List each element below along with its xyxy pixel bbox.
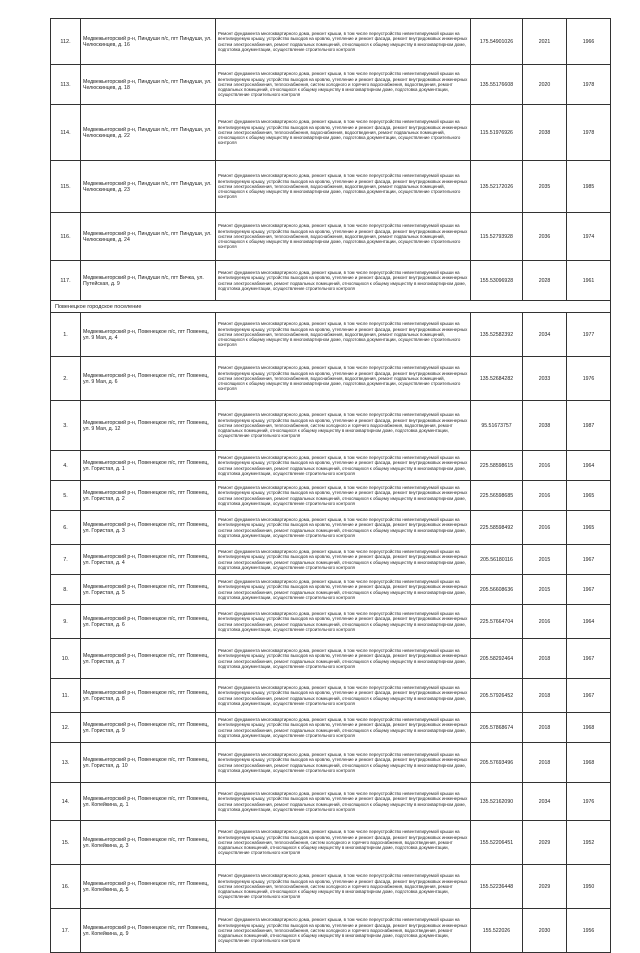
row-work-description: Ремонт фундамента многоквартирного дома, ремонт крыши, в том числе переустройство невентилируемой крыши на вентилируемую крышу, устройство выходов на кровлю, утепление и ремонт фасада, ремонт внутридомовых инженерных систем электроснабжения, ремонт подвальных помещений, относящихся к общему имуществу в многоквартирном доме, подготовка документации, осуществление строительного контроля — [216, 639, 471, 679]
row-cost: 115.51976926 — [471, 105, 523, 161]
table-row — [51, 105, 611, 161]
row-work-description: Ремонт фундамента многоквартирного дома, ремонт крыши, в том числе переустройство невентилируемой крыши на вентилируемую крышу, устройство выходов на кровлю, утепление и ремонт фасада, ремонт внутридомовых инженерных систем электроснабжения, ремонт подвальных помещений, относящихся к общему имуществу в многоквартирном доме, подготовка документации, осуществление строительного контроля — [216, 511, 471, 545]
row-plan-year: 2020 — [523, 65, 567, 105]
row-cost: 205.56608636 — [471, 575, 523, 605]
table-row — [51, 743, 611, 783]
row-cost: 155.52236448 — [471, 865, 523, 909]
row-address: Медвежьегорский р-н, Повенецкое п/с, пгт Повенец, ул. Гористая, д. 2 — [81, 481, 216, 511]
table-row — [51, 313, 611, 357]
row-build-year: 1950 — [567, 865, 611, 909]
row-plan-year: 2018 — [523, 679, 567, 713]
row-number: 12. — [51, 713, 81, 743]
table-row — [51, 575, 611, 605]
row-plan-year: 2021 — [523, 19, 567, 65]
row-number: 9. — [51, 605, 81, 639]
row-address: Медвежьегорский р-н, Пиндуши п/с, пгт Пиндуши, ул. Челюскинцев, д. 22 — [81, 105, 216, 161]
row-work-description: Ремонт фундамента многоквартирного дома, ремонт крыши, в том числе переустройство невентилируемой крыши на вентилируемую крышу, устройство выходов на кровлю, утепление и ремонт фасада, ремонт внутридомовых инженерных систем электроснабжения, теплоснабжения, водоснабжения, водоотведения, ремонт подвальных помещений, относящихся к общему имуществу в многоквартирном доме, подготовка документации, осуществление строительного контроля — [216, 105, 471, 161]
row-plan-year: 2038 — [523, 105, 567, 161]
row-number: 4. — [51, 451, 81, 481]
table-row — [51, 401, 611, 451]
row-cost: 115.52793928 — [471, 213, 523, 261]
row-build-year: 1968 — [567, 743, 611, 783]
row-cost: 205.57926452 — [471, 679, 523, 713]
row-number: 16. — [51, 865, 81, 909]
row-work-description: Ремонт фундамента многоквартирного дома, ремонт крыши, в том числе переустройство невентилируемой крыши на вентилируемую крышу, устройство выходов на кровлю, утепление и ремонт фасада, ремонт внутридомовых инженерных систем электроснабжения, ремонт подвальных помещений, относящихся к общему имуществу в многоквартирном доме, подготовка документации, осуществление строительного контроля — [216, 261, 471, 301]
row-number: 8. — [51, 575, 81, 605]
row-cost: 225.58598492 — [471, 511, 523, 545]
row-build-year: 1965 — [567, 511, 611, 545]
row-work-description: Ремонт фундамента многоквартирного дома, ремонт крыши, в том числе переустройство невентилируемой крыши на вентилируемую крышу, устройство выходов на кровлю, утепление и ремонт фасада, ремонт внутридомовых инженерных систем электроснабжения, ремонт подвальных помещений, относящихся к общему имуществу в многоквартирном доме, подготовка документации, осуществление строительного контроля — [216, 481, 471, 511]
row-work-description: Ремонт фундамента многоквартирного дома, ремонт крыши, в том числе переустройство невентилируемой крыши на вентилируемую крышу, устройство выходов на кровлю, утепление и ремонт фасада, ремонт внутридомовых инженерных систем электроснабжения, теплоснабжения, водоснабжения, водоотведения, ремонт подвальных помещений, относящихся к общему имуществу в многоквартирном доме, подготовка документации, осуществление строительного контроля — [216, 313, 471, 357]
row-address: Медвежьегорский р-н, Повенецкое п/с, пгт Повенец, ул. Копейкина, д. 3 — [81, 821, 216, 865]
table-row — [51, 161, 611, 213]
row-cost: 135.55176608 — [471, 65, 523, 105]
row-build-year: 1978 — [567, 105, 611, 161]
row-address: Медвежьегорский р-н, Повенецкое п/с, пгт Повенец, ул. Гористая, д. 6 — [81, 605, 216, 639]
row-address: Медвежьегорский р-н, Повенецкое п/с, пгт Повенец, ул. Гористая, д. 8 — [81, 679, 216, 713]
table-row — [51, 639, 611, 679]
row-work-description: Ремонт фундамента многоквартирного дома, ремонт крыши, в том числе переустройство невентилируемой крыши на вентилируемую крышу, устройство выходов на кровлю, утепление и ремонт фасада, ремонт внутридомовых инженерных систем электроснабжения, ремонт подвальных помещений, относящихся к общему имуществу в многоквартирном доме, подготовка документации, осуществление строительного контроля — [216, 679, 471, 713]
row-address: Медвежьегорский р-н, Повенецкое п/с, пгт Повенец, ул. Гористая, д. 10 — [81, 743, 216, 783]
table-row — [51, 909, 611, 953]
row-work-description: Ремонт фундамента многоквартирного дома, ремонт крыши, в том числе переустройство невентилируемой крыши на вентилируемую крышу, устройство выходов на кровлю, утепление и ремонт фасада, ремонт внутридомовых инженерных систем электроснабжения, теплоснабжения, водоснабжения, водоотведения, ремонт подвальных помещений, относящихся к общему имуществу в многоквартирном доме, подготовка документации, осуществление строительного контроля — [216, 161, 471, 213]
row-number: 2. — [51, 357, 81, 401]
row-number: 115. — [51, 161, 81, 213]
row-work-description: Ремонт фундамента многоквартирного дома, ремонт крыши, в том числе переустройство невентилируемой крыши на вентилируемую крышу, устройство выходов на кровлю, утепление и ремонт фасада, ремонт внутридомовых инженерных систем электроснабжения, ремонт подвальных помещений, относящихся к общему имуществу в многоквартирном доме, подготовка документации, осуществление строительного контроля — [216, 19, 471, 65]
row-build-year: 1965 — [567, 481, 611, 511]
row-work-description: Ремонт фундамента многоквартирного дома, ремонт крыши, в том числе переустройство невентилируемой крыши на вентилируемую крышу, устройство выходов на кровлю, утепление и ремонт фасада, ремонт внутридомовых инженерных систем электроснабжения, ремонт подвальных помещений, относящихся к общему имуществу в многоквартирном доме, подготовка документации, осуществление строительного контроля — [216, 545, 471, 575]
table-row — [51, 865, 611, 909]
row-cost: 225.58598615 — [471, 451, 523, 481]
row-plan-year: 2029 — [523, 865, 567, 909]
row-cost: 205.58292464 — [471, 639, 523, 679]
row-number: 7. — [51, 545, 81, 575]
row-build-year: 1967 — [567, 545, 611, 575]
table-row — [51, 679, 611, 713]
table-row — [51, 213, 611, 261]
row-cost: 95.51673757 — [471, 401, 523, 451]
row-plan-year: 2018 — [523, 743, 567, 783]
row-address: Медвежьегорский р-н, Пиндуши п/с, пгт Пиндуши, ул. Челюскинцев, д. 24 — [81, 213, 216, 261]
row-cost: 155.53096928 — [471, 261, 523, 301]
row-cost: 135.52162090 — [471, 783, 523, 821]
row-work-description: Ремонт фундамента многоквартирного дома, ремонт крыши, в том числе переустройство невентилируемой крыши на вентилируемую крышу, устройство выходов на кровлю, утепление и ремонт фасада, ремонт внутридомовых инженерных систем электроснабжения, теплоснабжения, систем холодного и горячего водоснабжения, водоотведения, ремонт подвальных помещений, относящихся к общему имуществу в многоквартирном доме, подготовка документации, осуществление строительного контроля — [216, 821, 471, 865]
row-address: Медвежьегорский р-н, Пиндуши п/с, пгт Пиндуши, ул. Челюскинцев, д. 18 — [81, 65, 216, 105]
row-address: Медвежьегорский р-н, Повенецкое п/с, пгт Повенец, ул. 9 Мая, д. 6 — [81, 357, 216, 401]
table-row — [51, 783, 611, 821]
row-address: Медвежьегорский р-н, Повенецкое п/с, пгт Повенец, ул. Гористая, д. 9 — [81, 713, 216, 743]
row-work-description: Ремонт фундамента многоквартирного дома, ремонт крыши, в том числе переустройство невентилируемой крыши на вентилируемую крышу, устройство выходов на кровлю, утепление и ремонт фасада, ремонт внутридомовых инженерных систем электроснабжения, ремонт подвальных помещений, относящихся к общему имуществу в многоквартирном доме, подготовка документации, осуществление строительного контроля — [216, 743, 471, 783]
row-build-year: 1967 — [567, 679, 611, 713]
table-row — [51, 481, 611, 511]
row-cost: 175.54901026 — [471, 19, 523, 65]
row-build-year: 1976 — [567, 357, 611, 401]
row-work-description: Ремонт фундамента многоквартирного дома, ремонт крыши, в том числе переустройство невентилируемой крыши на вентилируемую крышу, устройство выходов на кровлю, утепление и ремонт фасада, ремонт внутридомовых инженерных систем электроснабжения, ремонт подвальных помещений, относящихся к общему имуществу в многоквартирном доме, подготовка документации, осуществление строительного контроля — [216, 575, 471, 605]
row-cost: 155.52206451 — [471, 821, 523, 865]
row-plan-year: 2018 — [523, 639, 567, 679]
section-title: Повенецкое городское поселение — [51, 301, 611, 313]
row-number: 15. — [51, 821, 81, 865]
row-address: Медвежьегорский р-н, Повенецкое п/с, пгт Повенец, ул. Копейкина, д. 9 — [81, 909, 216, 953]
row-number: 113. — [51, 65, 81, 105]
row-address: Медвежьегорский р-н, Повенецкое п/с, пгт Повенец, ул. Гористая, д. 5 — [81, 575, 216, 605]
table-row — [51, 821, 611, 865]
table-row — [51, 261, 611, 301]
row-cost: 155.522026 — [471, 909, 523, 953]
row-address: Медвежьегорский р-н, Повенецкое п/с, пгт Повенец, ул. Гористая, д. 3 — [81, 511, 216, 545]
row-plan-year: 2016 — [523, 511, 567, 545]
row-address: Медвежьегорский р-н, Повенецкое п/с, пгт Повенец, ул. Копейкина, д. 5 — [81, 865, 216, 909]
row-build-year: 1967 — [567, 639, 611, 679]
row-build-year: 1987 — [567, 401, 611, 451]
row-cost: 205.57693496 — [471, 743, 523, 783]
row-plan-year: 2029 — [523, 821, 567, 865]
row-number: 13. — [51, 743, 81, 783]
row-address: Медвежьегорский р-н, Повенецкое п/с, пгт Повенец, ул. Гористая, д. 4 — [81, 545, 216, 575]
row-work-description: Ремонт фундамента многоквартирного дома, ремонт крыши, в том числе переустройство невентилируемой крыши на вентилируемую крышу, устройство выходов на кровлю, утепление и ремонт фасада, ремонт внутридомовых инженерных систем электроснабжения, теплоснабжения, систем холодного и горячего водоснабжения, водоотведения, ремонт подвальных помещений, относящихся к общему имуществу в многоквартирном доме, подготовка документации, осуществление строительного контроля — [216, 401, 471, 451]
row-plan-year: 2034 — [523, 783, 567, 821]
row-plan-year: 2016 — [523, 451, 567, 481]
row-work-description: Ремонт фундамента многоквартирного дома, ремонт крыши, в том числе переустройство невентилируемой крыши на вентилируемую крышу, устройство выходов на кровлю, утепление и ремонт фасада, ремонт внутридомовых инженерных систем электроснабжения, теплоснабжения, систем холодного и горячего водоснабжения, водоотведения, ремонт подвальных помещений, относящихся к общему имуществу в многоквартирном доме, подготовка документации, осуществление строительного контроля — [216, 865, 471, 909]
table-row — [51, 357, 611, 401]
row-cost: 225.56598685 — [471, 481, 523, 511]
row-number: 14. — [51, 783, 81, 821]
row-number: 5. — [51, 481, 81, 511]
row-work-description: Ремонт фундамента многоквартирного дома, ремонт крыши, в том числе переустройство невентилируемой крыши на вентилируемую крышу, устройство выходов на кровлю, утепление и ремонт фасада, ремонт внутридомовых инженерных систем электроснабжения, ремонт подвальных помещений, относящихся к общему имуществу в многоквартирном доме, подготовка документации, осуществление строительного контроля — [216, 451, 471, 481]
row-build-year: 1968 — [567, 713, 611, 743]
row-plan-year: 2034 — [523, 313, 567, 357]
row-build-year: 1978 — [567, 65, 611, 105]
row-build-year: 1976 — [567, 783, 611, 821]
row-build-year: 1964 — [567, 605, 611, 639]
row-number: 116. — [51, 213, 81, 261]
table-row — [51, 511, 611, 545]
row-cost: 135.52684282 — [471, 357, 523, 401]
row-number: 17. — [51, 909, 81, 953]
table-row — [51, 713, 611, 743]
row-number: 11. — [51, 679, 81, 713]
row-plan-year: 2028 — [523, 261, 567, 301]
row-work-description: Ремонт фундамента многоквартирного дома, ремонт крыши, в том числе переустройство невентилируемой крыши на вентилируемую крышу, устройство выходов на кровлю, утепление и ремонт фасада, ремонт внутридомовых инженерных систем электроснабжения, ремонт подвальных помещений, относящихся к общему имуществу в многоквартирном доме, подготовка документации, осуществление строительного контроля — [216, 713, 471, 743]
row-work-description: Ремонт фундамента многоквартирного дома, ремонт крыши, в том числе переустройство невентилируемой крыши на вентилируемую крышу, устройство выходов на кровлю, утепление и ремонт фасада, ремонт внутридомовых инженерных систем электроснабжения, теплоснабжения, систем холодного и горячего водоснабжения, водоотведения, ремонт подвальных помещений, относящихся к общему имуществу в многоквартирном доме, подготовка документации, осуществление строительного контроля — [216, 65, 471, 105]
row-number: 10. — [51, 639, 81, 679]
row-number: 3. — [51, 401, 81, 451]
row-number: 117. — [51, 261, 81, 301]
row-build-year: 1961 — [567, 261, 611, 301]
row-cost: 205.57868674 — [471, 713, 523, 743]
row-plan-year: 2015 — [523, 545, 567, 575]
row-plan-year: 2016 — [523, 605, 567, 639]
table-row — [51, 65, 611, 105]
table-row — [51, 19, 611, 65]
row-number: 6. — [51, 511, 81, 545]
row-build-year: 1966 — [567, 19, 611, 65]
table-row — [51, 605, 611, 639]
row-plan-year: 2016 — [523, 481, 567, 511]
row-address: Медвежьегорский р-н, Повенецкое п/с, пгт Повенец, ул. Копейкина, д. 1 — [81, 783, 216, 821]
row-work-description: Ремонт фундамента многоквартирного дома, ремонт крыши, в том числе переустройство невентилируемой крыши на вентилируемую крышу, устройство выходов на кровлю, утепление и ремонт фасада, ремонт внутридомовых инженерных систем электроснабжения, теплоснабжения, водоснабжения, водоотведения, ремонт подвальных помещений, относящихся к общему имуществу в многоквартирном доме, подготовка документации, осуществление строительного контроля — [216, 357, 471, 401]
row-plan-year: 2038 — [523, 401, 567, 451]
document-page — [50, 18, 610, 944]
row-address: Медвежьегорский р-н, Повенецкое п/с, пгт Повенец, ул. 9 Мая, д. 12 — [81, 401, 216, 451]
row-work-description: Ремонт фундамента многоквартирного дома, ремонт крыши, в том числе переустройство невентилируемой крыши на вентилируемую крышу, устройство выходов на кровлю, утепление и ремонт фасада, ремонт внутридомовых инженерных систем электроснабжения, теплоснабжения, систем холодного и горячего водоснабжения, водоотведения, ремонт подвальных помещений, относящихся к общему имуществу в многоквартирном доме, подготовка документации, осуществление строительного контроля — [216, 909, 471, 953]
capital-repair-table — [50, 18, 611, 953]
row-number: 114. — [51, 105, 81, 161]
row-cost: 225.57664704 — [471, 605, 523, 639]
row-build-year: 1952 — [567, 821, 611, 865]
row-build-year: 1956 — [567, 909, 611, 953]
section-header-row — [51, 301, 611, 313]
table-row — [51, 545, 611, 575]
row-address: Медвежьегорский р-н, Повенецкое п/с, пгт Повенец, ул. Гористая, д. 1 — [81, 451, 216, 481]
row-plan-year: 2030 — [523, 909, 567, 953]
row-build-year: 1964 — [567, 451, 611, 481]
row-plan-year: 2033 — [523, 357, 567, 401]
row-number: 1. — [51, 313, 81, 357]
row-address: Медвежьегорский р-н, Пиндуши п/с, пгт Пиндуши, ул. Челюскинцев, д. 23 — [81, 161, 216, 213]
row-address: Медвежьегорский р-н, Повенецкое п/с, пгт Повенец, ул. 9 Мая, д. 4 — [81, 313, 216, 357]
row-plan-year: 2035 — [523, 161, 567, 213]
row-work-description: Ремонт фундамента многоквартирного дома, ремонт крыши, в том числе переустройство невентилируемой крыши на вентилируемую крышу, устройство выходов на кровлю, утепление и ремонт фасада, ремонт внутридомовых инженерных систем электроснабжения, теплоснабжения, водоснабжения, водоотведения, ремонт подвальных помещений, относящихся к общему имуществу в многоквартирном доме, подготовка документации, осуществление строительного контроля — [216, 213, 471, 261]
table-row — [51, 451, 611, 481]
row-plan-year: 2015 — [523, 575, 567, 605]
row-cost: 205.56180116 — [471, 545, 523, 575]
row-plan-year: 2036 — [523, 213, 567, 261]
row-build-year: 1967 — [567, 575, 611, 605]
row-address: Медвежьегорский р-н, Пиндуши п/с, пгт Вичка, ул. Путейская, д. 9 — [81, 261, 216, 301]
row-address: Медвежьегорский р-н, Пиндуши п/с, пгт Пиндуши, ул. Челюскинцев, д. 16 — [81, 19, 216, 65]
row-plan-year: 2018 — [523, 713, 567, 743]
table-body — [51, 19, 611, 953]
row-build-year: 1974 — [567, 213, 611, 261]
row-cost: 135.52172026 — [471, 161, 523, 213]
row-address: Медвежьегорский р-н, Повенецкое п/с, пгт Повенец, ул. Гористая, д. 7 — [81, 639, 216, 679]
row-build-year: 1985 — [567, 161, 611, 213]
row-number: 112. — [51, 19, 81, 65]
row-work-description: Ремонт фундамента многоквартирного дома, ремонт крыши, в том числе переустройство невентилируемой крыши на вентилируемую крышу, устройство выходов на кровлю, утепление и ремонт фасада, ремонт внутридомовых инженерных систем электроснабжения, ремонт подвальных помещений, относящихся к общему имуществу в многоквартирном доме, подготовка документации, осуществление строительного контроля — [216, 783, 471, 821]
row-cost: 135.52582392 — [471, 313, 523, 357]
row-build-year: 1977 — [567, 313, 611, 357]
row-work-description: Ремонт фундамента многоквартирного дома, ремонт крыши, в том числе переустройство невентилируемой крыши на вентилируемую крышу, устройство выходов на кровлю, утепление и ремонт фасада, ремонт внутридомовых инженерных систем электроснабжения, ремонт подвальных помещений, относящихся к общему имуществу в многоквартирном доме, подготовка документации, осуществление строительного контроля — [216, 605, 471, 639]
